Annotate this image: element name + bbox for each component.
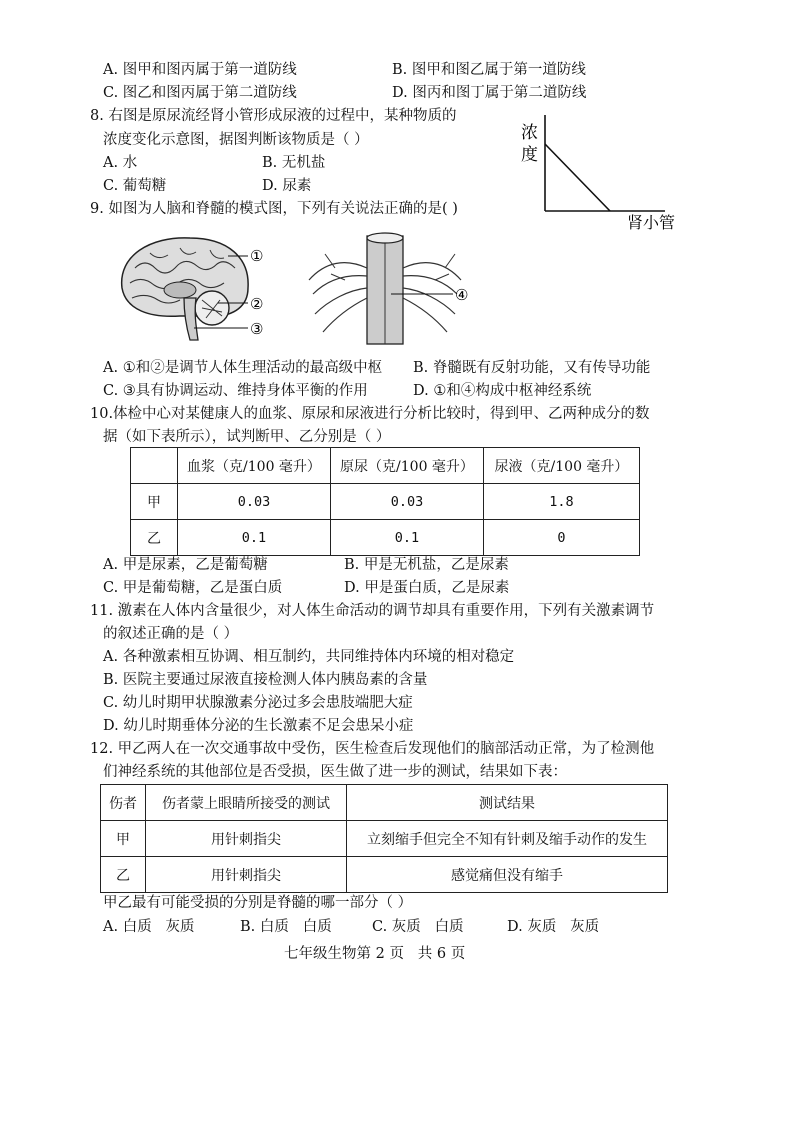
q8-option-a: A. 水 xyxy=(103,155,138,171)
table-header: 伤者蒙上眼睛所接受的测试 xyxy=(146,785,347,821)
table-cell: 0.03 xyxy=(331,484,484,520)
table-cell: 0.1 xyxy=(331,520,484,556)
table-header: 尿液（克/100 毫升） xyxy=(484,448,640,484)
table-cell: 感觉痛但没有缩手 xyxy=(347,857,668,893)
table-cell: 0.03 xyxy=(178,484,331,520)
q9-option-d: D. ①和④构成中枢神经系统 xyxy=(413,383,592,399)
table-cell: 甲 xyxy=(131,484,178,520)
q12-stem-line3: 甲乙最有可能受损的分别是脊髓的哪一部分（ ） xyxy=(103,895,413,911)
table-cell: 用针刺指尖 xyxy=(146,821,347,857)
table-row xyxy=(101,821,668,857)
q8-stem-line2: 浓度变化示意图，据图判断该物质是（ ） xyxy=(103,132,369,148)
table-header xyxy=(131,448,178,484)
spinal-cord-diagram xyxy=(305,228,485,348)
q10-table xyxy=(130,447,640,556)
q8-concentration-graph xyxy=(515,110,685,235)
brain-label-2: ② xyxy=(250,295,264,313)
q8-option-d: D. 尿素 xyxy=(262,178,312,194)
table-cell: 甲 xyxy=(101,821,146,857)
q12-option-a: A. 白质 灰质 xyxy=(103,919,195,935)
brain-label-3: ③ xyxy=(250,320,264,338)
table-cell: 0.1 xyxy=(178,520,331,556)
q9-option-b: B. 脊髓既有反射功能，又有传导功能 xyxy=(413,360,651,376)
q11-stem-line2: 的叙述正确的是（ ） xyxy=(103,626,239,642)
q11-option-b: B. 医院主要通过尿液直接检测人体内胰岛素的含量 xyxy=(103,672,428,688)
brain-diagram xyxy=(110,228,280,348)
q12-stem-line1: 12. 甲乙两人在一次交通事故中受伤，医生检查后发现他们的脑部活动正常，为了检测他 xyxy=(90,741,655,757)
q10-option-b: B. 甲是无机盐，乙是尿素 xyxy=(344,557,509,573)
q8-stem-line1: 8. 右图是原尿流经肾小管形成尿液的过程中，某种物质的 xyxy=(90,108,457,124)
concentration-line xyxy=(545,144,610,211)
q12-option-b: B. 白质 白质 xyxy=(240,919,332,935)
table-header: 血浆（克/100 毫升） xyxy=(178,448,331,484)
q9-option-c: C. ③具有协调运动、维持身体平衡的作用 xyxy=(103,383,368,399)
table-header: 测试结果 xyxy=(347,785,668,821)
table-header: 原尿（克/100 毫升） xyxy=(331,448,484,484)
q7-option-a: A. 图甲和图丙属于第一道防线 xyxy=(103,62,297,78)
page-footer: 七年级生物第 2 页 共 6 页 xyxy=(284,946,466,962)
q12-stem-line2: 们神经系统的其他部位是否受损，医生做了进一步的测试，结果如下表： xyxy=(103,764,567,780)
q7-option-b: B. 图甲和图乙属于第一道防线 xyxy=(392,62,586,78)
q11-option-d: D. 幼儿时期垂体分泌的生长激素不足会患呆小症 xyxy=(103,718,414,734)
graph-ylabel-2: 度 xyxy=(521,145,538,165)
q10-option-c: C. 甲是葡萄糖，乙是蛋白质 xyxy=(103,580,283,596)
spinal-label-4: ④ xyxy=(455,286,469,304)
table-cell: 用针刺指尖 xyxy=(146,857,347,893)
q10-stem-line2: 据（如下表所示），试判断甲、乙分别是（ ） xyxy=(103,429,391,445)
q11-option-c: C. 幼儿时期甲状腺激素分泌过多会患肢端肥大症 xyxy=(103,695,413,711)
graph-xlabel: 肾小管 xyxy=(627,213,676,232)
table-cell: 乙 xyxy=(131,520,178,556)
table-cell: 乙 xyxy=(101,857,146,893)
table-cell: 0 xyxy=(484,520,640,556)
q9-stem: 9. 如图为人脑和脊髓的模式图，下列有关说法正确的是( ) xyxy=(90,201,458,217)
table-cell: 1.8 xyxy=(484,484,640,520)
table-cell: 立刻缩手但完全不知有针刺及缩手动作的发生 xyxy=(347,821,668,857)
q10-stem-line1: 10.体检中心对某健康人的血浆、原尿和尿液进行分析比较时，得到甲、乙两种成分的数 xyxy=(90,406,650,422)
brain-label-1: ① xyxy=(250,247,264,265)
table-header-row xyxy=(101,785,668,821)
q7-option-d: D. 图丙和图丁属于第二道防线 xyxy=(392,85,587,101)
q9-option-a: A. ①和②是调节人体生理活动的最高级中枢 xyxy=(103,360,383,376)
table-header-row xyxy=(131,448,640,484)
q7-option-c: C. 图乙和图丙属于第二道防线 xyxy=(103,85,297,101)
q10-option-a: A. 甲是尿素，乙是葡萄糖 xyxy=(103,557,268,573)
q8-option-c: C. 葡萄糖 xyxy=(103,178,167,194)
table-header: 伤者 xyxy=(101,785,146,821)
q12-table xyxy=(100,784,668,893)
q10-option-d: D. 甲是蛋白质，乙是尿素 xyxy=(344,580,510,596)
q12-option-c: C. 灰质 白质 xyxy=(372,919,464,935)
q8-option-b: B. 无机盐 xyxy=(262,155,326,171)
table-row xyxy=(131,520,640,556)
q12-option-d: D. 灰质 灰质 xyxy=(507,919,600,935)
table-row xyxy=(131,484,640,520)
q11-option-a: A. 各种激素相互协调、相互制约，共同维持体内环境的相对稳定 xyxy=(103,649,515,665)
table-row xyxy=(101,857,668,893)
graph-ylabel-1: 浓 xyxy=(521,123,538,143)
q11-stem-line1: 11. 激素在人体内含量很少，对人体生命活动的调节却具有重要作用，下列有关激素调节 xyxy=(90,603,655,619)
